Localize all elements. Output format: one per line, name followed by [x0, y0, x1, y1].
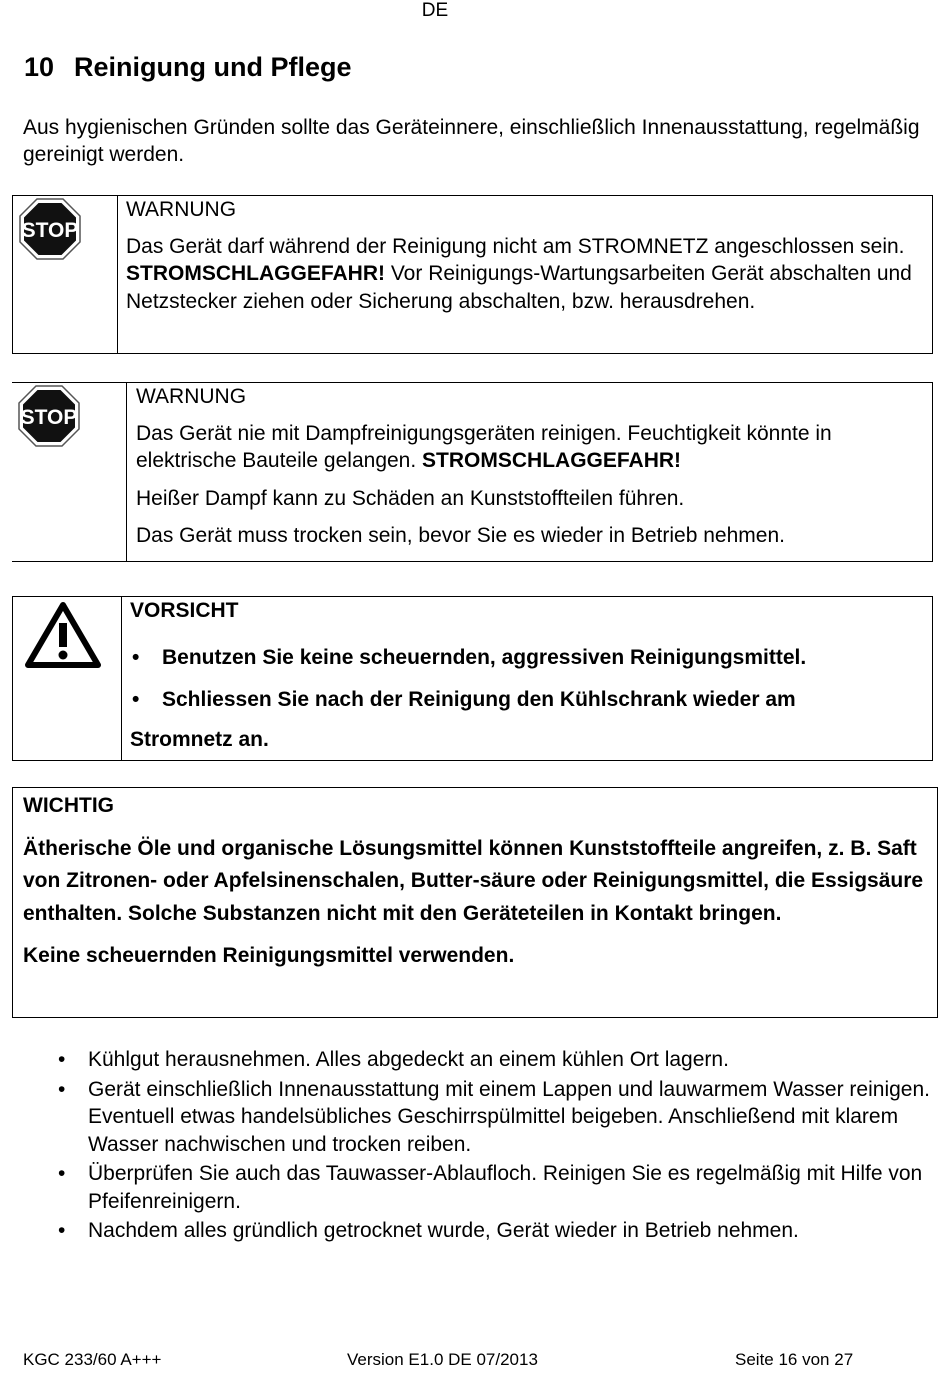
shock-hazard-label: STROMSCHLAGGEFAHR!	[126, 262, 385, 285]
warning-title: WARNUNG	[126, 198, 237, 221]
important-text: Keine scheuernden Reinigungsmittel verwenden.	[23, 944, 515, 967]
warning-text	[126, 233, 926, 316]
important-title: WICHTIG	[23, 794, 114, 817]
caution-continuation: Stromnetz an.	[130, 727, 269, 751]
warning-text-part: Vor Reinigungs-Wartungsarbeiten Gerät abschalten und Netzstecker ziehen oder Sicherung abschalten, bzw. herausdrehen.	[126, 262, 912, 313]
warning-content	[136, 383, 926, 550]
footer-model: KGC 233/60 A+++	[23, 1350, 162, 1369]
shock-hazard-label: STROMSCHLAGGEFAHR!	[422, 449, 682, 472]
caution-list	[130, 637, 920, 721]
warning-icon-cell	[12, 383, 127, 561]
caution-title: VORSICHT	[130, 599, 239, 622]
warning-text: Das Gerät muss trocken sein, bevor Sie es wieder in Betrieb nehmen.	[136, 524, 785, 547]
warning-triangle-icon	[23, 599, 103, 669]
important-content	[23, 790, 928, 973]
warning-text	[136, 420, 926, 475]
stop-sign-icon	[19, 198, 81, 260]
warning-title: WARNUNG	[136, 385, 247, 408]
important-box	[12, 787, 938, 1018]
stop-sign-text: STOP	[21, 219, 79, 242]
caution-item: • Schliessen Sie nach der Reinigung den Kühlschrank wieder am	[130, 679, 920, 721]
important-text: Ätherische Öle und organische Lösungsmittel können Kunststoffteile angreifen, z. B. Saft von Zitronen- oder Apfelsinenschalen, Butter-säure oder Reinigungsmittel, die Essigsäure enthalten. Solche Substanzen nicht mit den Geräteteilen in Kontakt bringen.	[23, 836, 924, 925]
caution-icon-cell	[13, 597, 122, 760]
language-label: DE	[421, 0, 449, 21]
footer-page-number: Seite 16 von 27	[735, 1350, 854, 1369]
cleaning-step: • Gerät einschließlich Innenausstattung mit einem Lappen und lauwarmem Wasser reinigen. Eventuell etwas handelsübliches Geschirrspülmittel beigeben. Anschließend mit klarem Wasser nachwischen und trocken reiben.	[56, 1076, 936, 1159]
warning-text-part: Das Gerät nie mit Dampfreinigungsgeräten reinigen. Feuchtigkeit könnte in elektrische Bauteile gelangen.	[136, 421, 832, 472]
cleaning-steps-list	[56, 1046, 936, 1245]
footer-version: Version E1.0 DE 07/2013	[347, 1350, 538, 1369]
warning-box-steam	[12, 382, 933, 562]
stop-sign-text: STOP	[20, 406, 78, 429]
warning-icon-cell	[13, 196, 118, 353]
caution-content	[130, 597, 920, 759]
caution-item: • Benutzen Sie keine scheuernden, aggressiven Reinigungsmittel.	[130, 637, 920, 679]
section-title: Reinigung und Pflege	[74, 52, 352, 82]
stop-sign-icon	[18, 385, 80, 447]
warning-text: Heißer Dampf kann zu Schäden an Kunststoffteilen führen.	[136, 486, 685, 510]
cleaning-step: • Nachdem alles gründlich getrocknet wurde, Gerät wieder in Betrieb nehmen.	[56, 1217, 936, 1245]
cleaning-step: • Kühlgut herausnehmen. Alles abgedeckt an einem kühlen Ort lagern.	[56, 1046, 936, 1074]
warning-box-power	[12, 195, 933, 354]
warning-content	[126, 196, 926, 315]
section-heading	[24, 50, 352, 84]
intro-paragraph: Aus hygienischen Gründen sollte das Geräteinnere, einschließlich Innenausstattung, regelmäßig gereinigt werden.	[23, 116, 920, 166]
cleaning-step: • Überprüfen Sie auch das Tauwasser-Ablaufloch. Reinigen Sie es regelmäßig mit Hilfe von Pfeifenreinigern.	[56, 1160, 936, 1215]
warning-text-part: Das Gerät darf während der Reinigung nicht am STROMNETZ angeschlossen sein.	[126, 234, 905, 258]
section-number: 10	[24, 52, 55, 82]
caution-box	[12, 596, 933, 761]
